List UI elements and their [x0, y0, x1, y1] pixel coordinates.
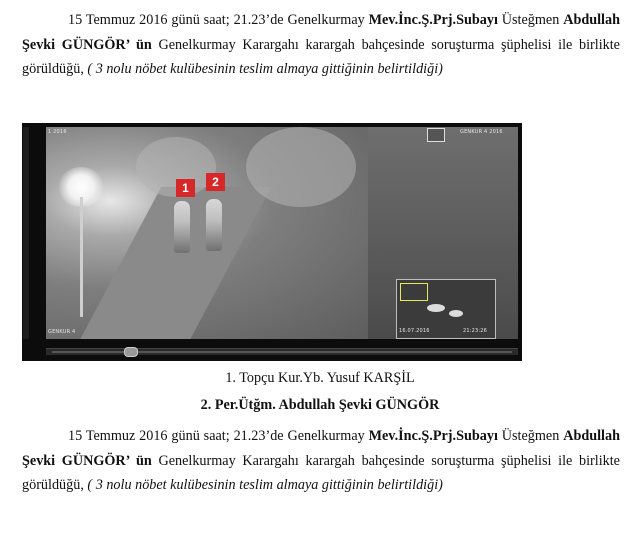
paragraph-bottom-date: 15 Temmuz 2016 günü saat; 21.23’de Genelkurmay [68, 428, 369, 444]
cctv-screenshot [22, 123, 522, 361]
tree-shape [246, 127, 356, 207]
paragraph-bottom-note: ( 3 nolu nöbet kulübesinin teslim almaya gittiğinin belirtildiği) [87, 477, 443, 493]
paragraph-bottom-name: Abdullah Şevki GÜNGÖR’ ün [22, 428, 620, 469]
pip-highlight-box [400, 283, 428, 301]
pip-vehicle [449, 310, 463, 317]
paragraph-top-rank: Mev.İnc.Ş.Prj.Subayı [368, 12, 498, 28]
seek-handle[interactable] [124, 347, 138, 357]
paragraph-bottom-rank: Mev.İnc.Ş.Prj.Subayı [368, 428, 498, 444]
paragraph-bottom [22, 424, 620, 498]
caption-person-1: 1. Topçu Kur.Yb. Yusuf KARŞİL [225, 370, 415, 386]
paragraph-bottom-rank-rest: Üsteğmen [497, 428, 564, 444]
pip-vehicle [427, 304, 445, 312]
pip-time: 21:23:26 [463, 328, 488, 334]
paragraph-bottom-body: Genelkurmay Karargahı karargah bahçesinde soruşturma şüphelisi ile birlikte görüldüğü, [22, 452, 620, 493]
paragraph-top-rank-rest: Üsteğmen [497, 12, 564, 28]
paragraph-top-body: Genelkurmay Karargahı karargah bahçesinde soruşturma şüphelisi ile birlikte görüldüğü, [22, 36, 620, 77]
pip-date: 16.07.2016 [399, 328, 430, 334]
camera-status-icon [427, 128, 445, 142]
camera-view-main [46, 127, 368, 339]
street-lamp-pole [80, 197, 83, 317]
camera-left-label: 1 2016 [48, 129, 67, 135]
camera-right-label: GENKUR 4 2016 [460, 129, 503, 135]
seek-track [52, 351, 512, 353]
picture-in-picture [396, 279, 496, 339]
person-1-figure [174, 201, 190, 253]
caption-person-2: 2. Per.Ütğm. Abdullah Şevki GÜNGÖR [200, 397, 440, 413]
person-2-figure [206, 199, 222, 251]
paragraph-top-name: Abdullah Şevki GÜNGÖR’ ün [22, 12, 620, 53]
paragraph-top-date: 15 Temmuz 2016 günü saat; 21.23’de Genelkurmay [68, 12, 369, 28]
walkway [71, 187, 271, 339]
paragraph-top-note: ( 3 nolu nöbet kulübesinin teslim almaya gittiğinin belirtildiği) [87, 61, 443, 77]
marker-1: 1 [176, 179, 195, 197]
camera-bottom-label: GENKUR 4 [48, 329, 76, 335]
marker-2: 2 [206, 173, 225, 191]
video-seekbar[interactable] [46, 348, 518, 355]
vertical-scrollbar [23, 127, 29, 339]
paragraph-top [22, 8, 620, 82]
